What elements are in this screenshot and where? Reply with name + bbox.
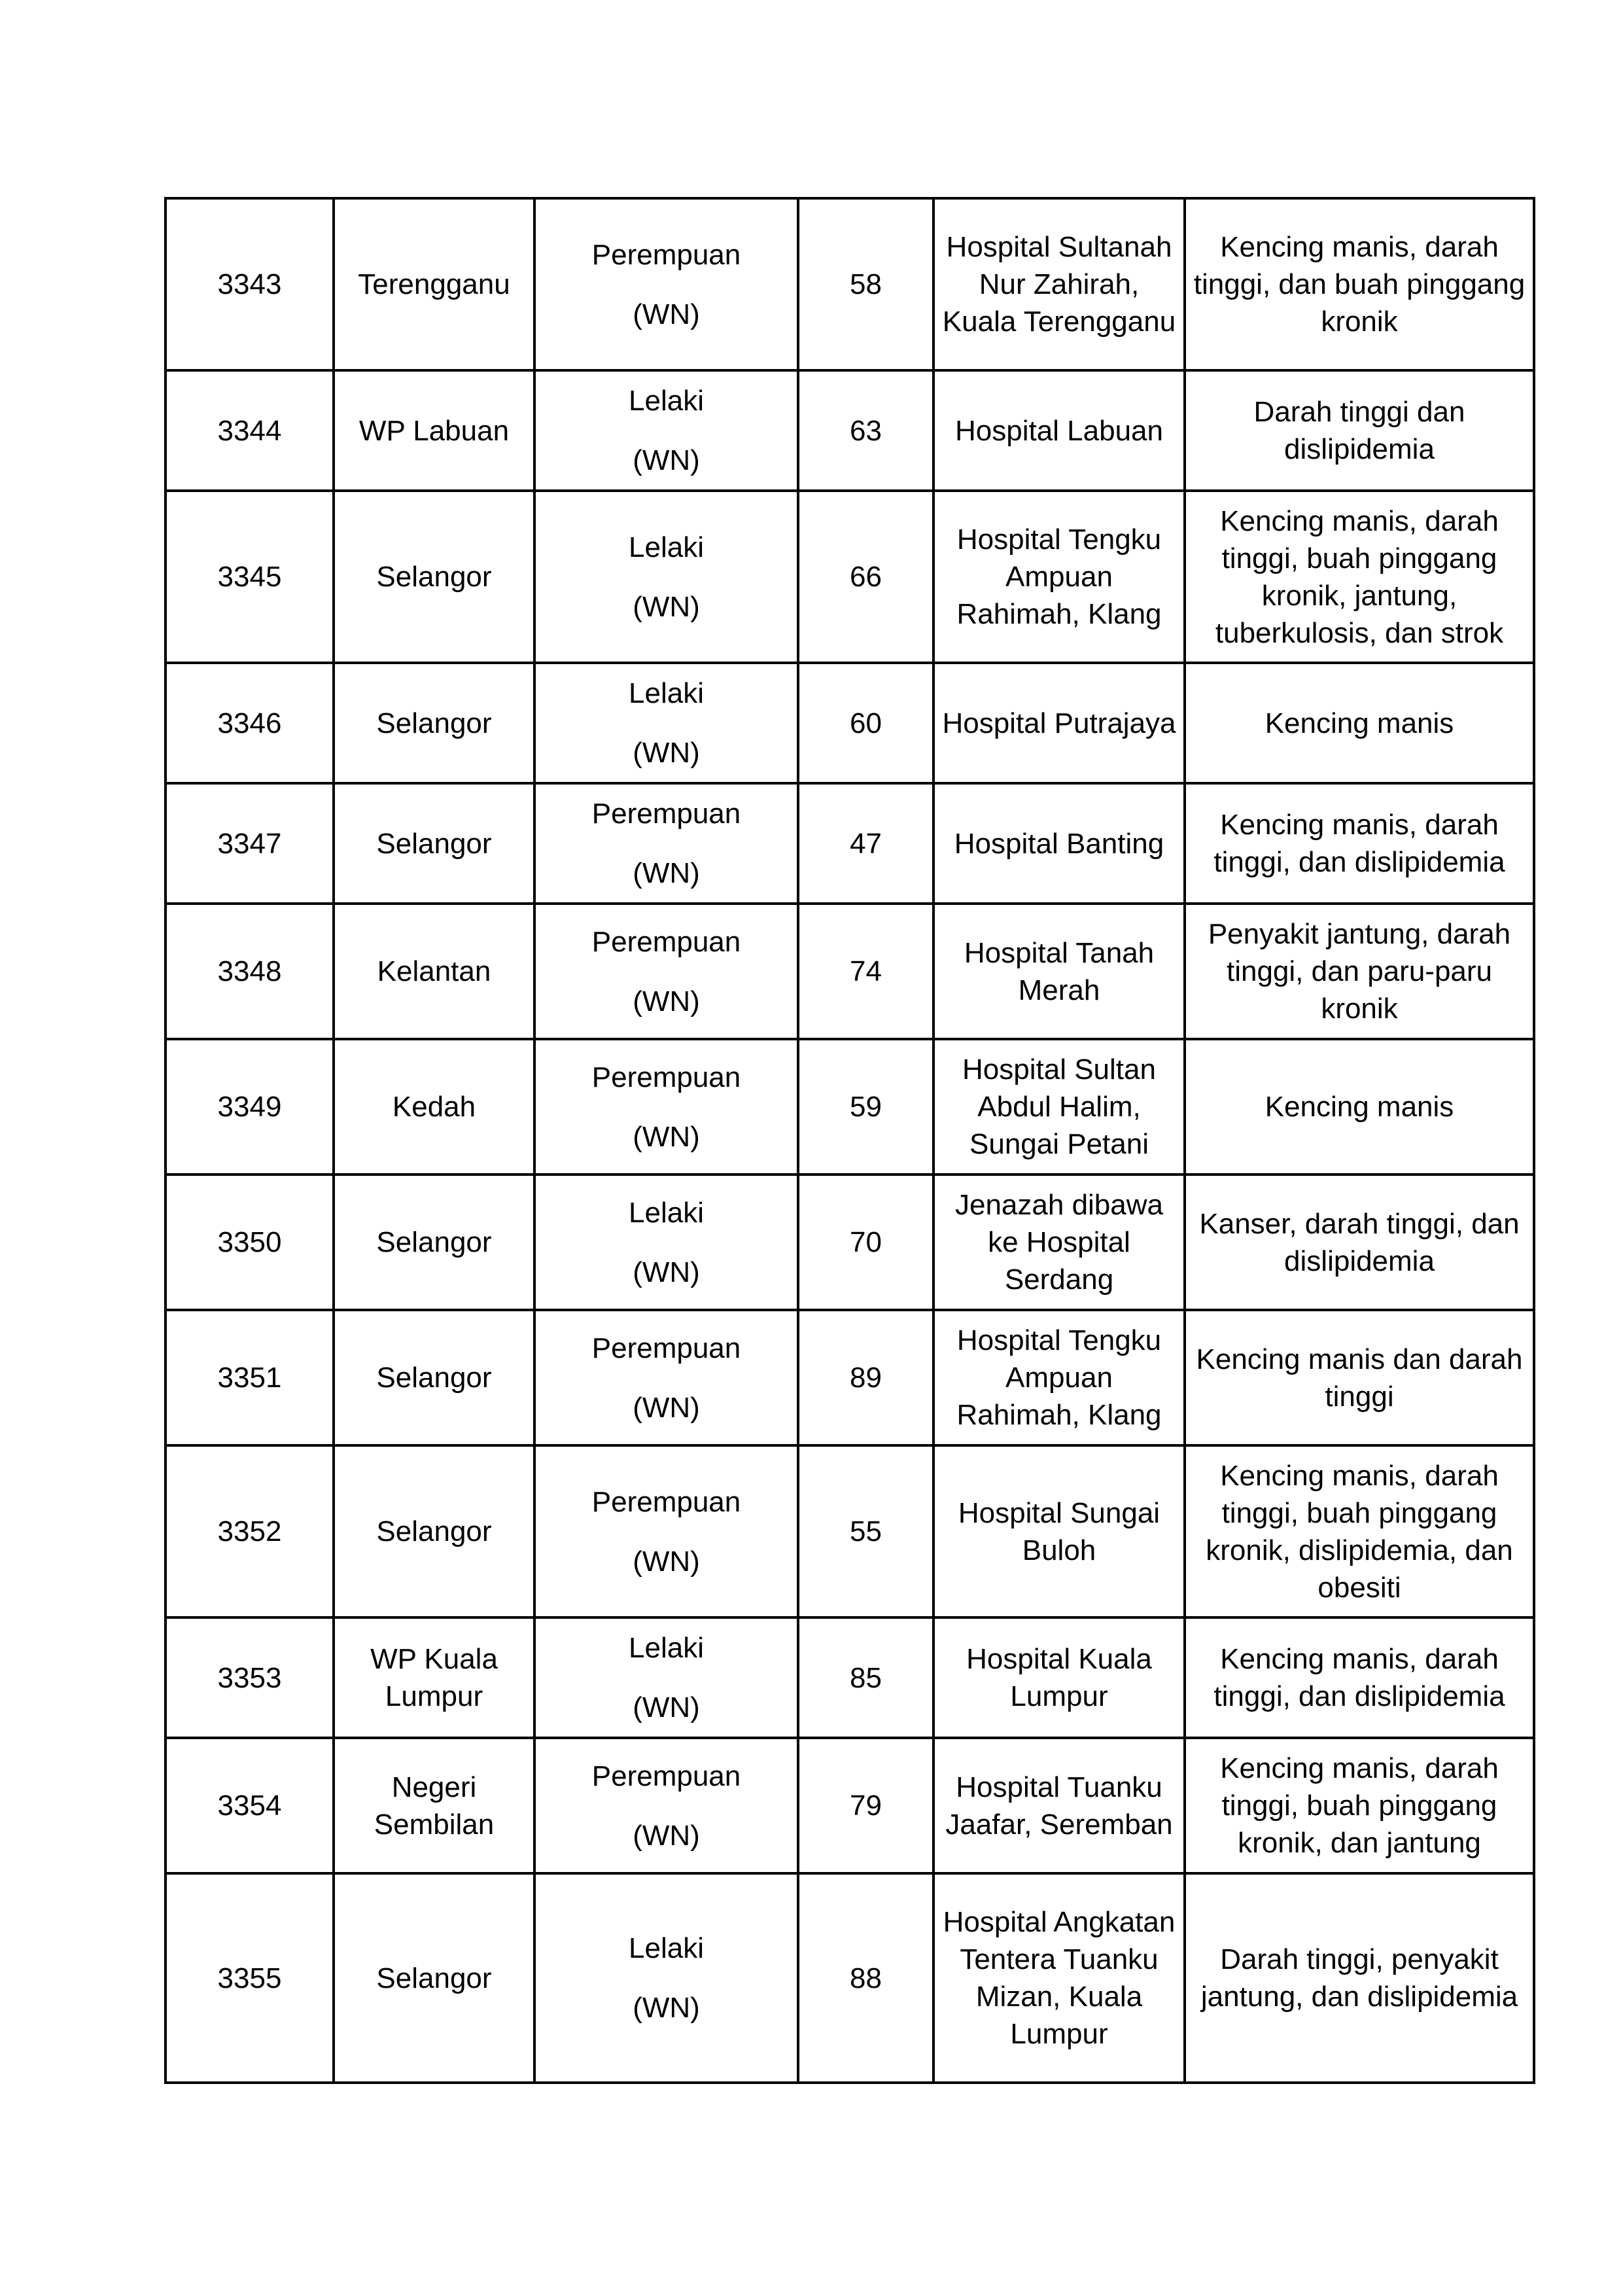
hospital-cell: Hospital Sultanah Nur Zahirah, Kuala Terengganu [934, 198, 1185, 370]
hospital-cell: Hospital Angkatan Tentera Tuanku Mizan, Kuala Lumpur [934, 1873, 1185, 2083]
gender-cell [534, 1039, 798, 1174]
gender-label: Perempuan [591, 1332, 741, 1364]
age-cell: 58 [798, 198, 934, 370]
conditions-cell: Darah tinggi, penyakit jantung, dan dislipidemia [1185, 1873, 1534, 2083]
table-row [166, 1310, 1534, 1445]
conditions-cell: Kencing manis, darah tinggi, dan dislipidemia [1185, 1617, 1534, 1738]
gender-label: Perempuan [591, 1061, 741, 1093]
gender-cell [534, 1174, 798, 1310]
gender-cell [534, 491, 798, 663]
case-number-cell: 3348 [166, 904, 334, 1039]
table-row [166, 904, 1534, 1039]
conditions-cell: Kanser, darah tinggi, dan dislipidemia [1185, 1174, 1534, 1310]
age-cell: 55 [798, 1445, 934, 1617]
age-cell: 59 [798, 1039, 934, 1174]
hospital-cell: Hospital Kuala Lumpur [934, 1617, 1185, 1738]
age-cell: 79 [798, 1738, 934, 1873]
age-cell: 74 [798, 904, 934, 1039]
table-row [166, 1738, 1534, 1873]
table-row [166, 1617, 1534, 1738]
state-cell: Selangor [334, 783, 534, 904]
citizenship-label: (WN) [633, 857, 700, 889]
conditions-cell: Kencing manis, darah tinggi, dan buah pinggang kronik [1185, 198, 1534, 370]
citizenship-label: (WN) [633, 1391, 700, 1424]
table-row [166, 1873, 1534, 2083]
citizenship-label: (WN) [633, 298, 700, 330]
gender-label: Lelaki [629, 677, 704, 709]
hospital-cell: Hospital Putrajaya [934, 663, 1185, 783]
conditions-cell: Kencing manis dan darah tinggi [1185, 1310, 1534, 1445]
state-cell: Selangor [334, 1445, 534, 1617]
conditions-cell: Darah tinggi dan dislipidemia [1185, 370, 1534, 491]
table-row [166, 1039, 1534, 1174]
gender-label: Lelaki [629, 1196, 704, 1229]
conditions-cell: Kencing manis, darah tinggi, buah pinggang kronik, dislipidemia, dan obesiti [1185, 1445, 1534, 1617]
case-number-cell: 3347 [166, 783, 334, 904]
case-number-cell: 3351 [166, 1310, 334, 1445]
gender-label: Lelaki [629, 1632, 704, 1664]
gender-label: Perempuan [591, 1759, 741, 1792]
gender-cell [534, 1617, 798, 1738]
hospital-cell: Jenazah dibawa ke Hospital Serdang [934, 1174, 1185, 1310]
gender-label: Perempuan [591, 238, 741, 271]
state-cell: WP Kuala Lumpur [334, 1617, 534, 1738]
conditions-cell: Kencing manis [1185, 1039, 1534, 1174]
case-number-cell: 3353 [166, 1617, 334, 1738]
death-cases-table [164, 197, 1535, 2084]
conditions-cell: Kencing manis, darah tinggi, dan dislipidemia [1185, 783, 1534, 904]
age-cell: 85 [798, 1617, 934, 1738]
table-row [166, 1445, 1534, 1617]
state-cell: Negeri Sembilan [334, 1738, 534, 1873]
state-cell: WP Labuan [334, 370, 534, 491]
hospital-cell: Hospital Tanah Merah [934, 904, 1185, 1039]
gender-cell [534, 1445, 798, 1617]
citizenship-label: (WN) [633, 590, 700, 623]
citizenship-label: (WN) [633, 444, 700, 476]
gender-label: Perempuan [591, 925, 741, 958]
table-row [166, 1174, 1534, 1310]
gender-cell [534, 1310, 798, 1445]
case-number-cell: 3352 [166, 1445, 334, 1617]
conditions-cell: Penyakit jantung, darah tinggi, dan paru-paru kronik [1185, 904, 1534, 1039]
age-cell: 47 [798, 783, 934, 904]
state-cell: Kelantan [334, 904, 534, 1039]
case-number-cell: 3349 [166, 1039, 334, 1174]
age-cell: 60 [798, 663, 934, 783]
citizenship-label: (WN) [633, 1256, 700, 1288]
citizenship-label: (WN) [633, 1120, 700, 1153]
hospital-cell: Hospital Sultan Abdul Halim, Sungai Petani [934, 1039, 1185, 1174]
conditions-cell: Kencing manis, darah tinggi, buah pinggang kronik, jantung, tuberkulosis, dan strok [1185, 491, 1534, 663]
table-row [166, 198, 1534, 370]
state-cell: Selangor [334, 491, 534, 663]
gender-cell [534, 904, 798, 1039]
citizenship-label: (WN) [633, 737, 700, 769]
age-cell: 66 [798, 491, 934, 663]
citizenship-label: (WN) [633, 1992, 700, 2024]
conditions-cell: Kencing manis, darah tinggi, buah pinggang kronik, dan jantung [1185, 1738, 1534, 1873]
case-number-cell: 3354 [166, 1738, 334, 1873]
table-row [166, 370, 1534, 491]
gender-label: Perempuan [591, 798, 741, 830]
gender-label: Lelaki [629, 385, 704, 417]
citizenship-label: (WN) [633, 1691, 700, 1723]
hospital-cell: Hospital Tuanku Jaafar, Seremban [934, 1738, 1185, 1873]
case-number-cell: 3345 [166, 491, 334, 663]
table-body [166, 198, 1534, 2083]
case-number-cell: 3344 [166, 370, 334, 491]
hospital-cell: Hospital Tengku Ampuan Rahimah, Klang [934, 1310, 1185, 1445]
gender-cell [534, 370, 798, 491]
case-number-cell: 3350 [166, 1174, 334, 1310]
age-cell: 63 [798, 370, 934, 491]
hospital-cell: Hospital Banting [934, 783, 1185, 904]
gender-label: Lelaki [629, 1932, 704, 1964]
citizenship-label: (WN) [633, 985, 700, 1017]
state-cell: Selangor [334, 1873, 534, 2083]
gender-cell [534, 783, 798, 904]
gender-label: Perempuan [591, 1485, 741, 1518]
gender-label: Lelaki [629, 531, 704, 563]
case-number-cell: 3343 [166, 198, 334, 370]
state-cell: Selangor [334, 1174, 534, 1310]
citizenship-label: (WN) [633, 1819, 700, 1852]
gender-cell [534, 198, 798, 370]
age-cell: 70 [798, 1174, 934, 1310]
table-row [166, 783, 1534, 904]
state-cell: Terengganu [334, 198, 534, 370]
table-row [166, 663, 1534, 783]
citizenship-label: (WN) [633, 1545, 700, 1578]
hospital-cell: Hospital Tengku Ampuan Rahimah, Klang [934, 491, 1185, 663]
conditions-cell: Kencing manis [1185, 663, 1534, 783]
age-cell: 89 [798, 1310, 934, 1445]
state-cell: Selangor [334, 1310, 534, 1445]
gender-cell [534, 1738, 798, 1873]
table-row [166, 491, 1534, 663]
hospital-cell: Hospital Sungai Buloh [934, 1445, 1185, 1617]
state-cell: Selangor [334, 663, 534, 783]
case-number-cell: 3355 [166, 1873, 334, 2083]
state-cell: Kedah [334, 1039, 534, 1174]
gender-cell [534, 1873, 798, 2083]
case-number-cell: 3346 [166, 663, 334, 783]
age-cell: 88 [798, 1873, 934, 2083]
gender-cell [534, 663, 798, 783]
hospital-cell: Hospital Labuan [934, 370, 1185, 491]
